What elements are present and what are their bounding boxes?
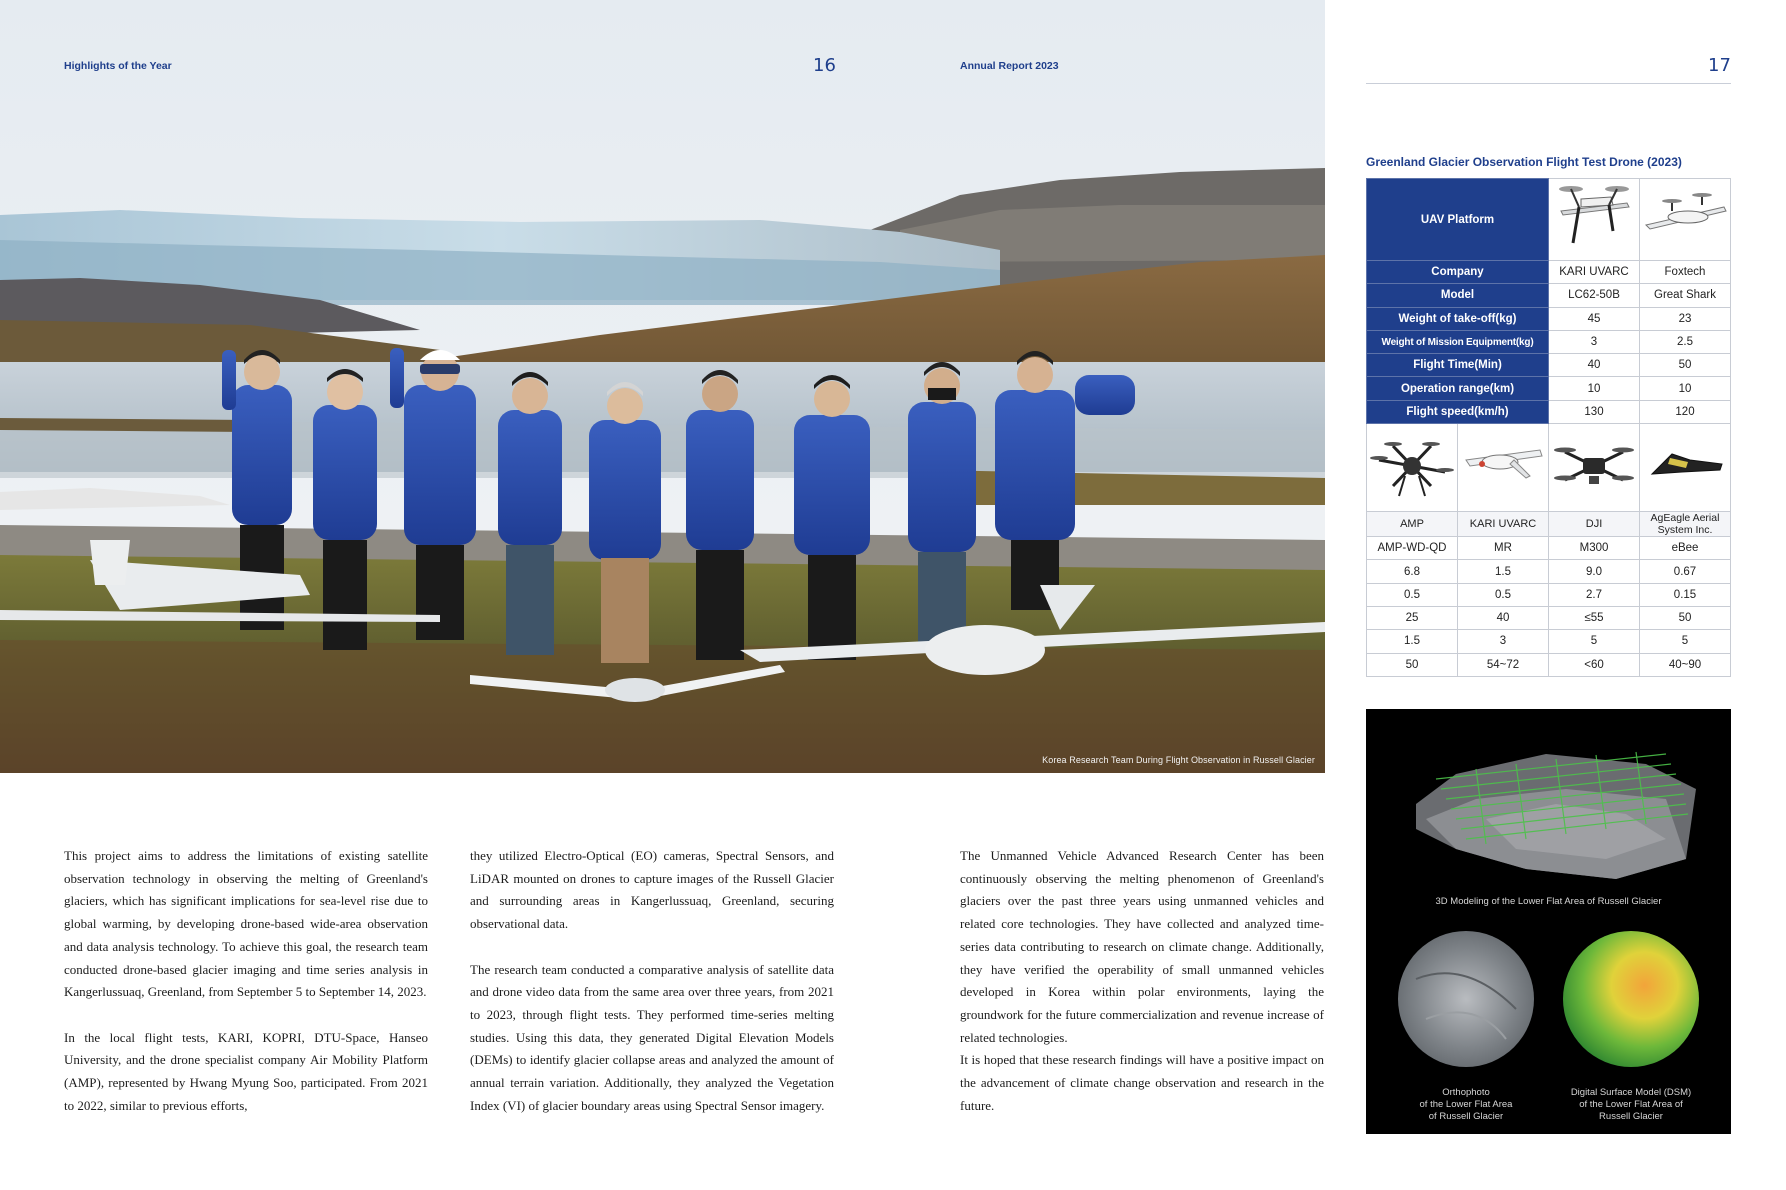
table-cell: 0.15 — [1640, 583, 1731, 606]
fixed-wing-vtol-drone-icon — [1640, 179, 1731, 261]
row-label: Flight speed(km/h) — [1367, 400, 1549, 423]
body-column-1 — [64, 845, 428, 1117]
row-label: Company — [1367, 261, 1549, 284]
caption-line: Orthophoto — [1442, 1087, 1490, 1098]
glacier-model-illustration — [1366, 709, 1731, 1134]
paragraph: In the local flight tests, KARI, KOPRI, DTU-Space, Hanseo University, and the drone specialist company Air Mobility Platform (AMP), represented by Hwang Myung Soo, participated. From 2021 to 2022, similar to previous efforts, — [64, 1029, 428, 1113]
table-cell: KARI UVARC — [1458, 512, 1549, 537]
row-label: Model — [1367, 284, 1549, 307]
row-label: Weight of take-off(kg) — [1367, 307, 1549, 330]
table-cell: 5 — [1640, 630, 1731, 653]
section-title-right: Annual Report 2023 — [960, 60, 1059, 72]
table-cell: DJI — [1549, 512, 1640, 537]
table-cell: 6.8 — [1367, 560, 1458, 583]
table-cell: KARI UVARC — [1549, 261, 1640, 284]
table-cell: 3 — [1549, 330, 1640, 353]
caption-dsm — [1551, 1087, 1711, 1123]
caption-line: Digital Surface Model (DSM) — [1570, 1087, 1692, 1098]
table-cell: 1.5 — [1458, 560, 1549, 583]
table-cell: AgEagle Aerial System Inc. — [1640, 512, 1731, 537]
quadcopter-drone-icon — [1549, 424, 1640, 512]
table-cell: 54~72 — [1458, 653, 1549, 676]
body-column-3 — [960, 845, 1324, 1117]
table-cell: ≤55 — [1549, 606, 1640, 629]
caption-line: of Russell Glacier — [1428, 1111, 1504, 1122]
table-cell: Great Shark — [1640, 284, 1731, 307]
header-divider — [1366, 83, 1731, 84]
table-cell: Foxtech — [1640, 261, 1731, 284]
flying-wing-drone-icon — [1640, 424, 1731, 512]
table-cell: 0.67 — [1640, 560, 1731, 583]
uav-platform-header: UAV Platform — [1367, 179, 1549, 261]
table-cell: eBee — [1640, 537, 1731, 560]
table-cell: 130 — [1549, 400, 1640, 423]
paragraph: It is hoped that these research findings will have a positive impact on the advancement of climate change observation and research in the future. — [960, 1052, 1324, 1113]
table-cell: 0.5 — [1367, 583, 1458, 606]
caption-line: Russell Glacier — [1599, 1111, 1663, 1122]
page-number-left: 16 — [813, 55, 836, 76]
page-number-right: 17 — [1708, 55, 1731, 76]
table-cell: 2.5 — [1640, 330, 1731, 353]
team-photo — [0, 0, 1325, 773]
section-title-left: Highlights of the Year — [64, 60, 172, 72]
table-cell: 5 — [1549, 630, 1640, 653]
table-cell: 25 — [1367, 606, 1458, 629]
fixed-wing-vtol-drone-icon — [1549, 179, 1640, 261]
hexacopter-drone-icon — [1367, 424, 1458, 512]
table-cell: 10 — [1549, 377, 1640, 400]
table-cell: 120 — [1640, 400, 1731, 423]
photo-caption: Korea Research Team During Flight Observation in Russell Glacier — [1042, 755, 1315, 765]
table-cell: 10 — [1640, 377, 1731, 400]
caption-line: of the Lower Flat Area — [1419, 1099, 1513, 1110]
table-cell: 23 — [1640, 307, 1731, 330]
table-cell: 40~90 — [1640, 653, 1731, 676]
body-column-2 — [470, 845, 834, 1117]
table-cell: 2.7 — [1549, 583, 1640, 606]
small-fixed-wing-drone-icon — [1458, 424, 1549, 512]
table-cell: 45 — [1549, 307, 1640, 330]
table-cell: 3 — [1458, 630, 1549, 653]
table-cell: AMP-WD-QD — [1367, 537, 1458, 560]
table-cell: AMP — [1367, 512, 1458, 537]
caption-3d-model: 3D Modeling of the Lower Flat Area of Russell Glacier — [1435, 896, 1662, 907]
glacier-model-figure — [1366, 709, 1731, 1134]
table-cell: 50 — [1640, 606, 1731, 629]
paragraph: they utilized Electro-Optical (EO) cameras, Spectral Sensors, and LiDAR mounted on drones to capture images of the Russell Glacier and surrounding areas in Kangerlussuaq, Greenland, securing observational data. — [470, 848, 834, 932]
caption-line: of the Lower Flat Area of — [1579, 1099, 1683, 1110]
row-label: Weight of Mission Equipment(kg) — [1367, 330, 1549, 353]
table-cell: 50 — [1640, 354, 1731, 377]
table-cell: 40 — [1458, 606, 1549, 629]
table-cell: 0.5 — [1458, 583, 1549, 606]
table-cell: M300 — [1549, 537, 1640, 560]
paragraph: The research team conducted a comparative analysis of satellite data and drone video data from the same area over three years, from 2021 to 2023, through flight tests. They performed time-series melting studies. Using this data, they generated Digital Elevation Models (DEMs) to identify glacier collapse areas and analyzed the amount of annual terrain variation. Additionally, they analyzed the Vegetation Index (VI) of glacier boundary areas using Spectral Sensor imagery. — [470, 961, 834, 1113]
glacier-landscape-illustration — [0, 0, 1325, 773]
paragraph: The Unmanned Vehicle Advanced Research Center has been continuously observing the melting phenomenon of Greenland's glaciers over the past three years using unmanned vehicles and related core technologies. They have collected and analyzed time-series data contributing to research on climate change. Additionally, they have verified the operability of small unmanned vehicles developed in Korea within polar environments, laying the groundwork for the future commercialization and revenue increase of related technologies. — [960, 848, 1324, 1045]
row-label: Flight Time(Min) — [1367, 354, 1549, 377]
table-title: Greenland Glacier Observation Flight Test Drone (2023) — [1366, 155, 1682, 169]
table-cell: 50 — [1367, 653, 1458, 676]
row-label: Operation range(km) — [1367, 377, 1549, 400]
paragraph: This project aims to address the limitations of existing satellite observation technology in observing the melting of Greenland's glaciers, which has significant implications for sea-level rise due to global warming, by developing drone-based wide-area observation and data analysis technology. To achieve this goal, the research team conducted drone-based glacier imaging and time series analysis in Kangerlussuaq, Greenland, from September 5 to September 14, 2023. — [64, 848, 428, 1000]
table-cell: MR — [1458, 537, 1549, 560]
table-cell: <60 — [1549, 653, 1640, 676]
table-cell: 40 — [1549, 354, 1640, 377]
drone-spec-table — [1366, 178, 1731, 677]
table-cell: 1.5 — [1367, 630, 1458, 653]
caption-orthophoto — [1386, 1087, 1546, 1123]
table-cell: 9.0 — [1549, 560, 1640, 583]
table-cell: LC62-50B — [1549, 284, 1640, 307]
